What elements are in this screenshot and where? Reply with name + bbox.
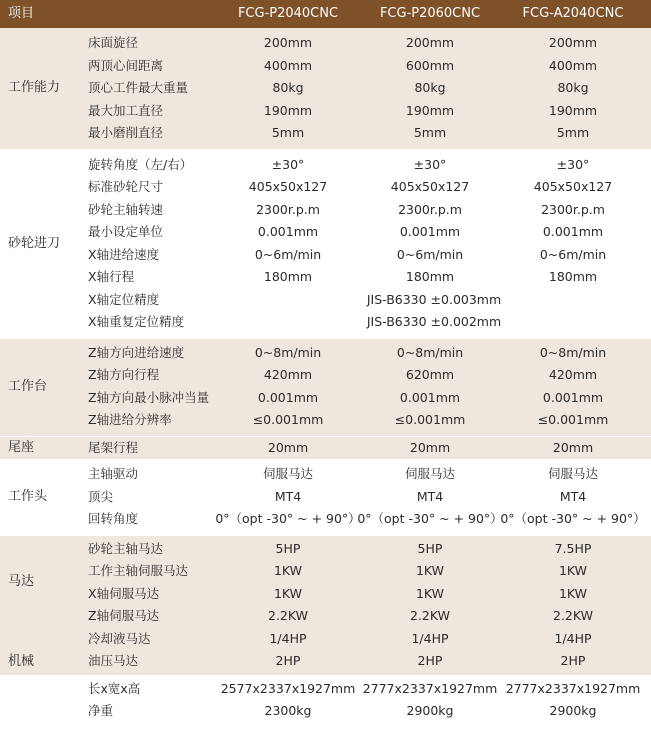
spec-value-model-1: 0.001mm — [257, 224, 319, 239]
spec-label: Z轴方向行程 — [88, 367, 160, 382]
spec-label: Z轴伺服马达 — [88, 608, 160, 623]
spec-value-model-1: 0~8m/min — [254, 344, 322, 360]
model-header-2: FCG-P2060CNC — [379, 6, 481, 21]
spec-row — [0, 508, 651, 531]
spec-value-model-2: 620mm — [405, 367, 455, 382]
spec-value-model-2: MT4 — [416, 488, 444, 504]
spec-value-model-3: 2300r.p.m — [541, 201, 605, 217]
spec-row — [0, 199, 651, 222]
spec-row — [0, 650, 651, 673]
spec-value-model-1: 5HP — [275, 540, 301, 556]
spec-row — [0, 409, 651, 432]
spec-value-model-3: 1KW — [558, 563, 588, 578]
spec-row — [0, 700, 651, 723]
spec-value-model-2: 0~6m/min — [396, 246, 464, 262]
spec-value-model-2: 1/4HP — [411, 630, 449, 646]
spec-row — [0, 678, 651, 701]
spec-value-model-3: ±30° — [556, 156, 590, 172]
spec-value-model-2: 5HP — [417, 540, 443, 556]
spec-value-model-3: 2.2KW — [553, 608, 593, 623]
spec-value-model-2: 190mm — [405, 102, 455, 118]
spec-row — [0, 342, 651, 365]
spec-row — [0, 463, 651, 486]
spec-row — [0, 77, 651, 100]
table-section — [0, 437, 651, 460]
spec-label: 顶尖 — [88, 488, 114, 504]
spec-label: 最小设定单位 — [88, 224, 164, 239]
spec-label: 最大加工直径 — [88, 102, 164, 118]
spec-value-model-1: 190mm — [263, 102, 313, 118]
spec-label: 尾架行程 — [88, 439, 139, 455]
spec-value-model-3: 0.001mm — [542, 389, 604, 405]
spec-value-model-3: ≤0.001mm — [537, 412, 609, 427]
spec-value-model-2: 5mm — [413, 125, 447, 140]
spec-value-model-2: 1KW — [415, 585, 445, 601]
table-section — [0, 676, 651, 726]
spec-row — [0, 55, 651, 78]
spec-label: 油压马达 — [88, 653, 139, 668]
spec-value-model-3: 0°（opt -30° ~ + 90°） — [500, 511, 646, 526]
spec-value-model-1: 2577x2337x1927mm — [220, 680, 356, 696]
spec-value-model-2: 200mm — [405, 35, 455, 50]
spec-value-model-3: 5mm — [556, 125, 590, 140]
spec-label: 主轴驱动 — [88, 466, 139, 481]
spec-label: 标准砂轮尺寸 — [88, 179, 164, 194]
spec-value-model-1: 1/4HP — [269, 630, 307, 646]
spec-row — [0, 122, 651, 145]
spec-label: 床面旋径 — [88, 35, 139, 50]
spec-value-model-2: 2777x2337x1927mm — [362, 680, 498, 696]
spec-value-model-1: 180mm — [263, 269, 313, 284]
spec-value-model-3: 1KW — [558, 585, 588, 601]
spec-label: Z轴进给分辨率 — [88, 412, 172, 427]
spec-value-model-3: 1/4HP — [554, 630, 592, 646]
spec-label: Z轴方向进给速度 — [88, 344, 185, 360]
spec-value-model-2: 伺服马达 — [404, 466, 456, 481]
spec-label: X轴伺服马达 — [88, 585, 160, 601]
spec-label: Z轴方向最小脉冲当量 — [88, 389, 210, 405]
spec-value-model-1: 1KW — [273, 563, 303, 578]
spec-row — [0, 221, 651, 244]
spec-row — [0, 605, 651, 628]
spec-row — [0, 437, 651, 460]
spec-value-model-2: 80kg — [414, 80, 446, 95]
model-header-1: FCG-P2040CNC — [237, 6, 339, 21]
spec-value-model-2: 0.001mm — [399, 224, 461, 239]
spec-value-model-1: 5mm — [271, 125, 305, 140]
spec-value-model-1: 0°（opt -30° ~ + 90°） — [215, 511, 361, 526]
spec-value-model-3: 0~8m/min — [539, 344, 607, 360]
section-category-wheelhead: 砂轮进刀 — [8, 235, 61, 251]
spec-value-model-2: 20mm — [409, 439, 451, 455]
spec-label: 回转角度 — [88, 511, 139, 526]
section-subcategory: 机械 — [8, 654, 35, 669]
spec-value-model-1: 80kg — [272, 80, 304, 95]
spec-value-model-2: ≤0.001mm — [394, 412, 466, 427]
spec-value-model-2: 600mm — [405, 57, 455, 73]
spec-row — [0, 628, 651, 651]
spec-value-merged: JIS-B6330 ±0.003mm — [366, 291, 502, 307]
spec-value-model-3: 80kg — [557, 80, 589, 95]
spec-row — [0, 364, 651, 387]
spec-value-model-2: 0.001mm — [399, 389, 461, 405]
spec-value-model-3: 400mm — [548, 57, 598, 73]
spec-row — [0, 387, 651, 410]
spec-row — [0, 486, 651, 509]
table-header — [0, 0, 651, 28]
spec-row — [0, 32, 651, 55]
spec-value-model-1: 0.001mm — [257, 389, 319, 405]
table-section — [0, 536, 651, 675]
spec-value-model-1: 200mm — [263, 35, 313, 50]
section-category-capacity: 工作能力 — [8, 80, 61, 96]
spec-label: 长x宽x高 — [88, 680, 141, 696]
spec-value-model-3: 0.001mm — [542, 224, 604, 239]
spec-label: X轴行程 — [88, 269, 135, 284]
section-category-motors: 马达 — [8, 574, 35, 590]
spec-value-model-1: 2300r.p.m — [256, 201, 320, 217]
spec-value-model-3: 200mm — [548, 35, 598, 50]
spec-value-model-1: ±30° — [271, 156, 305, 172]
spec-value-model-3: 0~6m/min — [539, 246, 607, 262]
spec-value-model-1: ≤0.001mm — [252, 412, 324, 427]
table-section — [0, 339, 651, 436]
table-body — [0, 28, 651, 726]
spec-label: 最小磨削直径 — [88, 125, 164, 140]
spec-label: X轴定位精度 — [88, 291, 160, 307]
spec-label: 冷却液马达 — [88, 630, 151, 646]
header-label: 项目 — [8, 6, 35, 21]
spec-value-model-2: ±30° — [413, 156, 447, 172]
spec-row — [0, 100, 651, 123]
spec-label: 工作主轴伺服马达 — [88, 563, 189, 578]
table-section — [0, 28, 651, 149]
spec-row — [0, 176, 651, 199]
spec-row — [0, 266, 651, 289]
spec-value-model-1: 伺服马达 — [262, 466, 314, 481]
spec-value-model-2: 1KW — [415, 563, 445, 578]
spec-value-model-3: 2900kg — [549, 703, 597, 718]
section-category-workhead: 工作头 — [8, 489, 48, 505]
table-section — [0, 150, 651, 338]
table-section — [0, 460, 651, 535]
spec-value-model-3: 伺服马达 — [547, 466, 599, 481]
spec-value-model-3: 20mm — [552, 439, 594, 455]
spec-value-model-3: 420mm — [548, 367, 598, 382]
spec-value-model-1: 0~6m/min — [254, 246, 322, 262]
spec-value-model-3: 405x50x127 — [533, 179, 613, 194]
spec-value-model-2: 2300r.p.m — [398, 201, 462, 217]
spec-label: 净重 — [88, 703, 114, 718]
spec-value-model-1: 2.2KW — [268, 608, 308, 623]
spec-value-model-2: 2.2KW — [410, 608, 450, 623]
spec-value-model-2: 0~8m/min — [396, 344, 464, 360]
spec-row — [0, 583, 651, 606]
spec-row — [0, 311, 651, 334]
spec-label: 砂轮主轴马达 — [88, 540, 164, 556]
spec-value-model-1: 400mm — [263, 57, 313, 73]
model-header-3: FCG-A2040CNC — [522, 6, 624, 21]
spec-row — [0, 538, 651, 561]
spec-value-model-1: 1KW — [273, 585, 303, 601]
spec-value-model-2: 2HP — [417, 653, 443, 668]
spec-label: 旋转角度（左/右） — [88, 156, 193, 172]
spec-value-model-1: 2300kg — [264, 703, 312, 718]
section-category-table: 工作台 — [8, 379, 48, 394]
spec-value-model-3: 180mm — [548, 269, 598, 284]
spec-value-model-1: 20mm — [267, 439, 309, 455]
spec-label: X轴重复定位精度 — [88, 314, 185, 329]
spec-row — [0, 154, 651, 177]
spec-value-model-2: 180mm — [405, 269, 455, 284]
spec-value-model-1: 2HP — [275, 653, 301, 668]
spec-value-model-3: 190mm — [548, 102, 598, 118]
spec-value-model-3: 2777x2337x1927mm — [505, 680, 641, 696]
spec-value-model-1: 405x50x127 — [248, 179, 328, 194]
spec-label: 砂轮主轴转速 — [88, 201, 164, 217]
spec-value-model-3: MT4 — [559, 488, 587, 504]
spec-row — [0, 244, 651, 267]
spec-row — [0, 289, 651, 312]
spec-value-model-2: 2900kg — [406, 703, 454, 718]
spec-value-merged: JIS-B6330 ±0.002mm — [366, 314, 502, 329]
spec-value-model-3: 2HP — [560, 653, 586, 668]
section-category-tailstock: 尾座 — [8, 439, 35, 455]
spec-row — [0, 560, 651, 583]
spec-label: 顶心工件最大重量 — [88, 80, 189, 95]
spec-label: X轴进给速度 — [88, 246, 160, 262]
spec-label: 两顶心间距离 — [88, 57, 164, 73]
spec-value-model-3: 7.5HP — [554, 540, 592, 556]
spec-value-model-1: 420mm — [263, 367, 313, 382]
spec-value-model-1: MT4 — [274, 488, 302, 504]
spec-value-model-2: 0°（opt -30° ~ + 90°） — [357, 511, 503, 526]
spec-value-model-2: 405x50x127 — [390, 179, 470, 194]
